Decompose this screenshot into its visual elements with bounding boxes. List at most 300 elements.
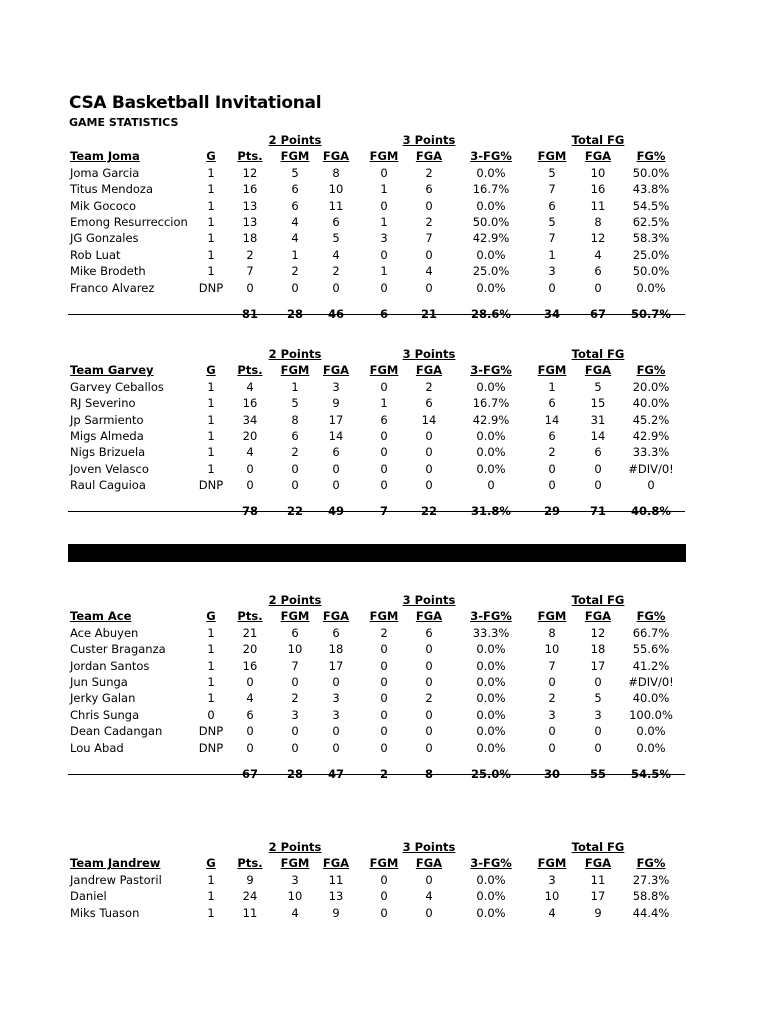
fg-pct: 41.2% xyxy=(632,658,670,673)
player-name: Titus Mendoza xyxy=(70,182,154,197)
two-pt-attempted: 9 xyxy=(332,905,340,920)
three-pt-made: 0 xyxy=(380,280,388,295)
three-pt-made: 1 xyxy=(380,182,388,197)
player-name: Miks Tuason xyxy=(70,905,140,920)
col-2pt-fga: FGA xyxy=(322,609,350,624)
three-pt-made: 0 xyxy=(380,642,388,657)
total-three-pt-made: 6 xyxy=(379,307,388,321)
points: 4 xyxy=(246,691,254,706)
group-header-total-fg: Total FG xyxy=(571,347,625,361)
team-name: Team Joma xyxy=(70,149,140,164)
two-pt-made: 1 xyxy=(291,379,299,394)
two-pt-attempted: 9 xyxy=(332,396,340,411)
total-fga: 4 xyxy=(594,247,602,262)
three-pt-attempted: 0 xyxy=(425,724,433,739)
col-2pt-fga: FGA xyxy=(322,856,350,871)
games: DNP xyxy=(198,478,224,493)
two-pt-attempted: 0 xyxy=(332,280,340,295)
col-2pt-fgm: FGM xyxy=(280,149,310,164)
two-pt-made: 10 xyxy=(287,642,303,657)
col-2pt-fga: FGA xyxy=(322,363,350,378)
total-points: 81 xyxy=(241,307,258,321)
fg-pct: 25.0% xyxy=(632,247,670,262)
three-pt-made: 0 xyxy=(380,707,388,722)
total-three-pt-attempted: 22 xyxy=(420,504,437,518)
total-three-pt-pct: 25.0% xyxy=(471,767,511,781)
three-pt-attempted: 6 xyxy=(425,396,433,411)
three-pt-pct: 33.3% xyxy=(472,625,510,640)
three-pt-attempted: 0 xyxy=(425,642,433,657)
total-points: 78 xyxy=(241,504,258,518)
three-pt-pct: 0.0% xyxy=(476,724,506,739)
player-name: Nigs Brizuela xyxy=(70,445,146,460)
points: 0 xyxy=(246,280,254,295)
three-pt-made: 1 xyxy=(380,264,388,279)
player-name: Mike Brodeth xyxy=(70,264,146,279)
three-pt-pct: 0.0% xyxy=(476,675,506,689)
three-pt-made: 0 xyxy=(380,905,388,920)
two-pt-made: 6 xyxy=(291,429,299,443)
col-total-fgm: FGM xyxy=(537,363,567,378)
total-fgm: 0 xyxy=(548,280,556,295)
three-pt-attempted: 0 xyxy=(425,478,433,493)
fg-pct: 58.3% xyxy=(632,231,670,246)
col-total-fgm: FGM xyxy=(537,609,567,624)
column-header-row xyxy=(0,608,768,624)
three-pt-pct: 50.0% xyxy=(472,215,510,229)
three-pt-attempted: 2 xyxy=(425,379,433,394)
total-fga: 14 xyxy=(590,429,606,443)
three-pt-made: 1 xyxy=(380,396,388,411)
player-row xyxy=(0,872,768,888)
three-pt-made: 0 xyxy=(380,889,388,904)
total-fgm: 7 xyxy=(548,182,556,197)
total-total-fga: 55 xyxy=(589,767,606,781)
three-pt-attempted: 0 xyxy=(425,872,433,887)
three-pt-made: 1 xyxy=(380,215,388,229)
games: 1 xyxy=(207,658,215,673)
three-pt-made: 0 xyxy=(380,247,388,262)
group-header-row xyxy=(0,132,768,148)
col-3pt-fga: FGA xyxy=(415,609,443,624)
total-two-pt-attempted: 49 xyxy=(327,504,344,518)
three-pt-pct: 0.0% xyxy=(476,429,506,443)
three-pt-attempted: 0 xyxy=(425,905,433,920)
player-name: Daniel xyxy=(70,889,107,904)
total-three-pt-attempted: 21 xyxy=(420,307,437,321)
two-pt-made: 0 xyxy=(291,478,299,493)
team-name: Team Ace xyxy=(70,609,132,624)
two-pt-made: 2 xyxy=(291,264,299,279)
group-header-row xyxy=(0,592,768,608)
player-name: Lou Abad xyxy=(70,740,124,755)
col-3pt-fgm: FGM xyxy=(369,856,399,871)
total-fgm: 4 xyxy=(548,905,556,920)
player-row xyxy=(0,247,768,263)
three-pt-made: 0 xyxy=(380,429,388,443)
three-pt-attempted: 14 xyxy=(421,412,437,427)
games: 1 xyxy=(207,412,215,427)
points: 9 xyxy=(246,872,254,887)
total-two-pt-attempted: 46 xyxy=(327,307,344,321)
three-pt-attempted: 0 xyxy=(425,198,433,213)
team-name: Team Garvey xyxy=(70,363,154,378)
column-header-row xyxy=(0,148,768,164)
games: 1 xyxy=(207,429,215,443)
total-fga: 11 xyxy=(590,872,606,887)
player-name: Joma Garcia xyxy=(70,165,140,180)
two-pt-made: 2 xyxy=(291,445,299,460)
col-g: G xyxy=(206,609,216,624)
fg-pct: 0.0% xyxy=(636,740,666,755)
player-row xyxy=(0,395,768,411)
games: 1 xyxy=(207,905,215,920)
three-pt-pct: 0.0% xyxy=(476,905,506,920)
three-pt-attempted: 4 xyxy=(425,889,433,904)
player-row xyxy=(0,888,768,904)
total-fga: 18 xyxy=(590,642,606,657)
player-name: JG Gonzales xyxy=(70,231,139,246)
total-two-pt-made: 28 xyxy=(286,767,303,781)
fg-pct: 42.9% xyxy=(632,429,670,443)
points: 6 xyxy=(246,707,254,722)
col-pts: Pts. xyxy=(237,363,263,378)
total-fgm: 1 xyxy=(548,379,556,394)
total-fga: 10 xyxy=(590,165,606,180)
total-fg-pct: 40.8% xyxy=(631,504,671,518)
player-name: Franco Alvarez xyxy=(70,280,155,295)
player-name: RJ Severino xyxy=(70,396,136,411)
col-total-fga: FGA xyxy=(584,856,612,871)
total-total-fgm: 34 xyxy=(543,307,560,321)
two-pt-attempted: 2 xyxy=(332,264,340,279)
three-pt-attempted: 0 xyxy=(425,658,433,673)
group-header-row xyxy=(0,839,768,855)
two-pt-attempted: 6 xyxy=(332,215,340,229)
three-pt-attempted: 0 xyxy=(425,740,433,755)
total-fgm: 10 xyxy=(544,642,560,657)
col-fg-pct: FG% xyxy=(636,856,666,871)
column-header-row xyxy=(0,855,768,871)
group-header-total-fg: Total FG xyxy=(571,133,625,147)
player-row xyxy=(0,740,768,756)
three-pt-pct: 0.0% xyxy=(476,198,506,213)
total-fgm: 8 xyxy=(548,625,556,640)
three-pt-pct: 0.0% xyxy=(476,658,506,673)
player-name: Dean Cadangan xyxy=(70,724,163,739)
total-fgm: 14 xyxy=(544,412,560,427)
player-name: Jun Sunga xyxy=(70,675,128,689)
total-fga: 17 xyxy=(590,889,606,904)
group-header-row xyxy=(0,346,768,362)
games: 1 xyxy=(207,264,215,279)
group-header-3-points: 3 Points xyxy=(402,840,456,854)
three-pt-attempted: 6 xyxy=(425,625,433,640)
total-fg-pct: 50.7% xyxy=(631,307,671,321)
col-total-fga: FGA xyxy=(584,149,612,164)
points: 0 xyxy=(246,478,254,493)
points: 21 xyxy=(242,625,258,640)
totals-row xyxy=(0,503,768,519)
games: 1 xyxy=(207,231,215,246)
two-pt-attempted: 0 xyxy=(332,461,340,476)
points: 13 xyxy=(242,215,258,229)
player-row xyxy=(0,461,768,477)
player-row xyxy=(0,280,768,296)
two-pt-attempted: 10 xyxy=(328,182,344,197)
col-3pt-fga: FGA xyxy=(415,856,443,871)
player-row xyxy=(0,674,768,690)
player-name: Jp Sarmiento xyxy=(70,412,144,427)
two-pt-attempted: 4 xyxy=(332,247,340,262)
player-name: Custer Braganza xyxy=(70,642,166,657)
two-pt-attempted: 0 xyxy=(332,478,340,493)
fg-pct: 100.0% xyxy=(629,707,673,722)
total-fga: 0 xyxy=(594,478,602,493)
total-fgm: 2 xyxy=(548,445,556,460)
three-pt-attempted: 7 xyxy=(425,231,433,246)
col-g: G xyxy=(206,856,216,871)
points: 0 xyxy=(246,724,254,739)
three-pt-pct: 0.0% xyxy=(476,445,506,460)
three-pt-pct: 0 xyxy=(487,478,495,493)
fg-pct: 54.5% xyxy=(632,198,670,213)
player-row xyxy=(0,214,768,230)
group-header-3-points: 3 Points xyxy=(402,347,456,361)
player-name: Joven Velasco xyxy=(70,461,149,476)
total-two-pt-attempted: 47 xyxy=(327,767,344,781)
two-pt-attempted: 0 xyxy=(332,724,340,739)
games: 1 xyxy=(207,379,215,394)
three-pt-made: 0 xyxy=(380,198,388,213)
points: 18 xyxy=(242,231,258,246)
total-fgm: 7 xyxy=(548,231,556,246)
player-name: Migs Almeda xyxy=(70,429,144,443)
player-row xyxy=(0,165,768,181)
player-row xyxy=(0,444,768,460)
total-fga: 17 xyxy=(590,658,606,673)
three-pt-attempted: 2 xyxy=(425,691,433,706)
games: 0 xyxy=(207,707,215,722)
fg-pct: 0.0% xyxy=(636,280,666,295)
total-fgm: 1 xyxy=(548,247,556,262)
total-fgm: 5 xyxy=(548,215,556,229)
two-pt-made: 0 xyxy=(291,280,299,295)
column-header-row xyxy=(0,362,768,378)
total-fga: 8 xyxy=(594,215,602,229)
three-pt-made: 6 xyxy=(380,412,388,427)
three-pt-pct: 0.0% xyxy=(476,889,506,904)
games: 1 xyxy=(207,445,215,460)
group-header-2-points: 2 Points xyxy=(268,133,322,147)
col-fg-pct: FG% xyxy=(636,149,666,164)
two-pt-made: 0 xyxy=(291,461,299,476)
document-title: CSA Basketball Invitational xyxy=(69,93,322,113)
col-3pt-fga: FGA xyxy=(415,363,443,378)
col-g: G xyxy=(206,363,216,378)
col-3fg-pct: 3-FG% xyxy=(470,363,512,378)
total-fga: 12 xyxy=(590,625,606,640)
three-pt-attempted: 2 xyxy=(425,215,433,229)
two-pt-made: 6 xyxy=(291,198,299,213)
games: 1 xyxy=(207,625,215,640)
total-fga: 5 xyxy=(594,379,602,394)
total-points: 67 xyxy=(241,767,258,781)
total-two-pt-made: 22 xyxy=(286,504,303,518)
total-fgm: 6 xyxy=(548,396,556,411)
total-fgm: 6 xyxy=(548,198,556,213)
total-fga: 6 xyxy=(594,445,602,460)
games: DNP xyxy=(198,724,224,739)
total-fgm: 0 xyxy=(548,461,556,476)
points: 34 xyxy=(242,412,258,427)
three-pt-made: 0 xyxy=(380,165,388,180)
col-total-fga: FGA xyxy=(584,363,612,378)
player-row xyxy=(0,625,768,641)
col-pts: Pts. xyxy=(237,609,263,624)
three-pt-made: 0 xyxy=(380,461,388,476)
total-fgm: 3 xyxy=(548,872,556,887)
col-3fg-pct: 3-FG% xyxy=(470,609,512,624)
three-pt-pct: 42.9% xyxy=(472,412,510,427)
total-fgm: 5 xyxy=(548,165,556,180)
two-pt-made: 2 xyxy=(291,691,299,706)
three-pt-made: 0 xyxy=(380,478,388,493)
total-fgm: 0 xyxy=(548,478,556,493)
total-fga: 16 xyxy=(590,182,606,197)
fg-pct: 20.0% xyxy=(632,379,670,394)
fg-pct: 66.7% xyxy=(632,625,670,640)
col-2pt-fgm: FGM xyxy=(280,609,310,624)
total-fgm: 0 xyxy=(548,675,556,689)
totals-row xyxy=(0,766,768,782)
two-pt-made: 6 xyxy=(291,625,299,640)
games: 1 xyxy=(207,182,215,197)
player-row xyxy=(0,641,768,657)
total-fga: 3 xyxy=(594,707,602,722)
three-pt-made: 0 xyxy=(380,658,388,673)
points: 12 xyxy=(242,165,258,180)
player-row xyxy=(0,263,768,279)
player-row xyxy=(0,477,768,493)
total-three-pt-made: 2 xyxy=(379,767,388,781)
total-fga: 31 xyxy=(590,412,606,427)
fg-pct: 50.0% xyxy=(632,165,670,180)
points: 7 xyxy=(246,264,254,279)
two-pt-attempted: 11 xyxy=(328,872,344,887)
games: 1 xyxy=(207,165,215,180)
three-pt-attempted: 0 xyxy=(425,247,433,262)
player-row xyxy=(0,412,768,428)
games: 1 xyxy=(207,889,215,904)
total-total-fgm: 30 xyxy=(543,767,560,781)
points: 20 xyxy=(242,642,258,657)
col-2pt-fga: FGA xyxy=(322,149,350,164)
two-pt-made: 4 xyxy=(291,215,299,229)
player-row xyxy=(0,198,768,214)
total-fgm: 0 xyxy=(548,740,556,755)
three-pt-pct: 16.7% xyxy=(472,396,510,411)
two-pt-made: 0 xyxy=(291,724,299,739)
col-total-fgm: FGM xyxy=(537,149,567,164)
three-pt-pct: 0.0% xyxy=(476,691,506,706)
fg-pct: 40.0% xyxy=(632,691,670,706)
total-fg-pct: 54.5% xyxy=(631,767,671,781)
points: 0 xyxy=(246,675,254,689)
three-pt-attempted: 0 xyxy=(425,675,433,689)
points: 16 xyxy=(242,396,258,411)
fg-pct: 55.6% xyxy=(632,642,670,657)
three-pt-pct: 16.7% xyxy=(472,182,510,197)
games: 1 xyxy=(207,215,215,229)
games: 1 xyxy=(207,247,215,262)
player-name: Jordan Santos xyxy=(70,658,150,673)
two-pt-attempted: 14 xyxy=(328,429,344,443)
section-divider-bar xyxy=(68,544,686,562)
two-pt-made: 4 xyxy=(291,231,299,246)
two-pt-made: 3 xyxy=(291,707,299,722)
three-pt-made: 0 xyxy=(380,675,388,689)
three-pt-attempted: 0 xyxy=(425,707,433,722)
fg-pct: 44.4% xyxy=(632,905,670,920)
games: 1 xyxy=(207,461,215,476)
group-header-2-points: 2 Points xyxy=(268,593,322,607)
col-3pt-fgm: FGM xyxy=(369,609,399,624)
player-row xyxy=(0,428,768,444)
three-pt-attempted: 6 xyxy=(425,182,433,197)
total-two-pt-made: 28 xyxy=(286,307,303,321)
col-2pt-fgm: FGM xyxy=(280,856,310,871)
group-header-2-points: 2 Points xyxy=(268,840,322,854)
fg-pct: #DIV/0! xyxy=(628,461,674,476)
fg-pct: 62.5% xyxy=(632,215,670,229)
total-three-pt-pct: 28.6% xyxy=(471,307,511,321)
col-3fg-pct: 3-FG% xyxy=(470,856,512,871)
three-pt-made: 0 xyxy=(380,872,388,887)
points: 13 xyxy=(242,198,258,213)
total-total-fga: 71 xyxy=(589,504,606,518)
fg-pct: 0 xyxy=(647,478,655,493)
total-total-fga: 67 xyxy=(589,307,606,321)
total-fga: 0 xyxy=(594,675,602,689)
three-pt-made: 0 xyxy=(380,691,388,706)
group-header-total-fg: Total FG xyxy=(571,593,625,607)
total-three-pt-made: 7 xyxy=(379,504,388,518)
col-3pt-fgm: FGM xyxy=(369,363,399,378)
three-pt-pct: 0.0% xyxy=(476,740,506,755)
three-pt-made: 0 xyxy=(380,379,388,394)
three-pt-pct: 25.0% xyxy=(472,264,510,279)
total-fga: 0 xyxy=(594,724,602,739)
two-pt-attempted: 17 xyxy=(328,412,344,427)
col-total-fgm: FGM xyxy=(537,856,567,871)
group-header-total-fg: Total FG xyxy=(571,840,625,854)
total-fga: 0 xyxy=(594,280,602,295)
three-pt-pct: 42.9% xyxy=(472,231,510,246)
col-fg-pct: FG% xyxy=(636,609,666,624)
player-name: Mik Gococo xyxy=(70,198,137,213)
document-subtitle: GAME STATISTICS xyxy=(69,116,179,129)
points: 16 xyxy=(242,658,258,673)
fg-pct: 27.3% xyxy=(632,872,670,887)
two-pt-attempted: 5 xyxy=(332,231,340,246)
two-pt-attempted: 0 xyxy=(332,740,340,755)
total-fga: 15 xyxy=(590,396,606,411)
points: 24 xyxy=(242,889,258,904)
fg-pct: 43.8% xyxy=(632,182,670,197)
player-name: Raul Caguioa xyxy=(70,478,146,493)
player-name: Emong Resurreccion xyxy=(70,215,188,229)
